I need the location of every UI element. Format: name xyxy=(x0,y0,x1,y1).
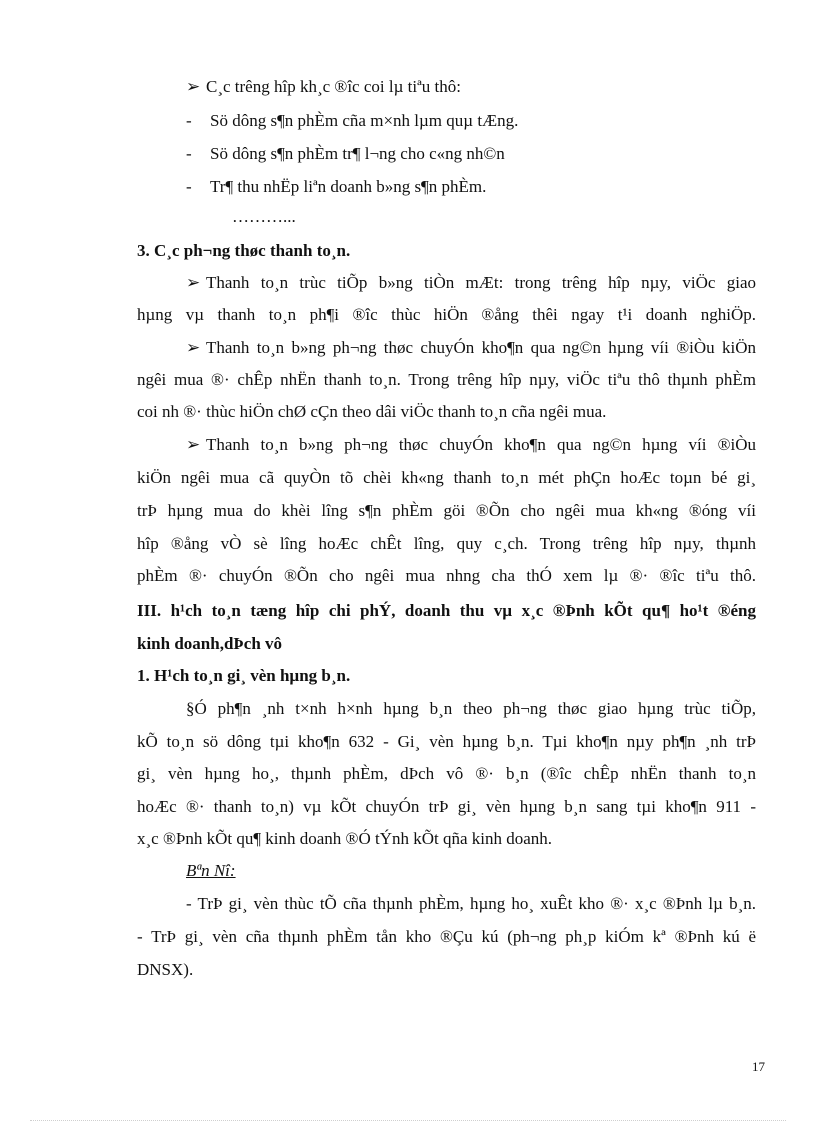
paragraph-line: gi¸ vèn hµng ho¸, thµnh phÈm, dÞch vô ®· b¸n (®îc chÊp nhËn thanh to¸n xyxy=(137,764,756,783)
ellipsis: ………... xyxy=(232,207,296,226)
arrow-bullet-icon: ➢ xyxy=(186,77,201,96)
section-heading-iii: III. h¹ch to¸n tæng hîp chi phÝ, doanh thu vµ x¸c ®Þnh kÕt qu¶ ho¹t ®éng xyxy=(137,601,756,620)
paragraph-line: kÕ to¸n sö dông tµi kho¶n 632 - Gi¸ vèn hµng b¸n. Tµi kho¶n nµy ph¶n ¸nh trÞ xyxy=(137,732,756,751)
section-heading-3: 3. C¸c ph¬ng thøc thanh to¸n. xyxy=(137,241,351,260)
list-item: - Sö dông s¶n phÈm tr¶ l¬ng cho c«ng nh©n xyxy=(186,144,505,163)
paragraph-line: trÞ hµng mua do khèi lîng s¶n phÈm göi ®Õn cho ngêi mua kh«ng ®óng víi xyxy=(137,501,756,520)
section-heading-1: 1. H¹ch to¸n gi¸ vèn hµng b¸n. xyxy=(137,666,351,685)
paragraph-line: hµng vµ thanh to¸n ph¶i ®îc thùc hiÖn ®ång thêi ngay t¹i doanh nghiÖp. xyxy=(137,305,756,324)
paragraph-line: ➢ Thanh to¸n trùc tiÕp b»ng tiÒn mÆt: trong trêng hîp nµy, viÖc giao xyxy=(186,273,756,292)
footer-divider xyxy=(30,1120,786,1121)
paragraph-line: ➢ Thanh to¸n b»ng ph¬ng thøc chuyÓn kho¶n qua ng©n hµng víi ®iÒu kiÖn xyxy=(186,338,756,357)
arrow-bullet-icon: ➢ xyxy=(186,435,201,454)
page-number: 17 xyxy=(752,1059,765,1074)
paragraph-line: phÈm ®· chuyÓn ®Õn cho ngêi mua nhng cha thÓ xem lµ ®· ®îc tiªu thô. xyxy=(137,566,756,585)
paragraph-line: hîp ®ång vÒ sè lîng hoÆc chÊt lîng, quy c¸ch. Trong trêng hîp nµy, thµnh xyxy=(137,534,756,553)
paragraph-line: x¸c ®Þnh kÕt qu¶ kinh doanh ®Ó tÝnh kÕt qña kinh doanh. xyxy=(137,829,553,848)
paragraph-line: kiÖn ngêi mua cã quyÒn tõ chèi kh«ng thanh to¸n mét phÇn hoÆc toµn bé gi¸ xyxy=(137,468,756,487)
side-label-debit: Bªn Nî: xyxy=(186,861,236,880)
paragraph-line: §Ó ph¶n ¸nh t×nh h×nh hµng b¸n theo ph¬ng thøc giao hµng trùc tiÕp, xyxy=(186,699,756,718)
debit-item: - TrÞ gi¸ vèn cña thµnh phÈm tån kho ®Çu kú (ph¬ng ph¸p kiÓm kª ®Þnh kú ë xyxy=(137,927,756,946)
arrow-bullet-icon: ➢ xyxy=(186,273,201,292)
list-item: - Sö dông s¶n phÈm cña m×nh lµm quµ tÆng. xyxy=(186,111,519,130)
paragraph-line: ➢ Thanh to¸n b»ng ph¬ng thøc chuyÓn kho¶n qua ng©n hµng víi ®iÒu xyxy=(186,435,756,454)
paragraph-line: coi nh ®· thùc hiÖn chØ cÇn theo dâi viÖc thanh to¸n cña ngêi mua. xyxy=(137,402,607,421)
paragraph-line: ngêi mua ®· chÊp nhËn thanh to¸n. Trong trêng hîp nµy, viÖc tiªu thô thµnh phÈm xyxy=(137,370,756,389)
arrow-bullet-icon: ➢ xyxy=(186,338,201,357)
bullet-heading: ➢ C¸c trêng hîp kh¸c ®îc coi lµ tiªu thô: xyxy=(186,77,461,96)
section-heading-iii-cont: kinh doanh,dÞch vô xyxy=(137,634,283,653)
debit-item-cont: DNSX). xyxy=(137,960,194,979)
list-item: - Tr¶ thu nhËp liªn doanh b»ng s¶n phÈm. xyxy=(186,177,487,196)
paragraph-line: hoÆc ®· thanh to¸n) vµ kÕt chuyÓn trÞ gi¸ vèn hµng b¸n sang tµi kho¶n 911 - xyxy=(137,797,756,816)
debit-item: - TrÞ gi¸ vèn thùc tÕ cña thµnh phÈm, hµng ho¸ xuÊt kho ®· x¸c ®Þnh lµ b¸n. xyxy=(186,894,756,913)
